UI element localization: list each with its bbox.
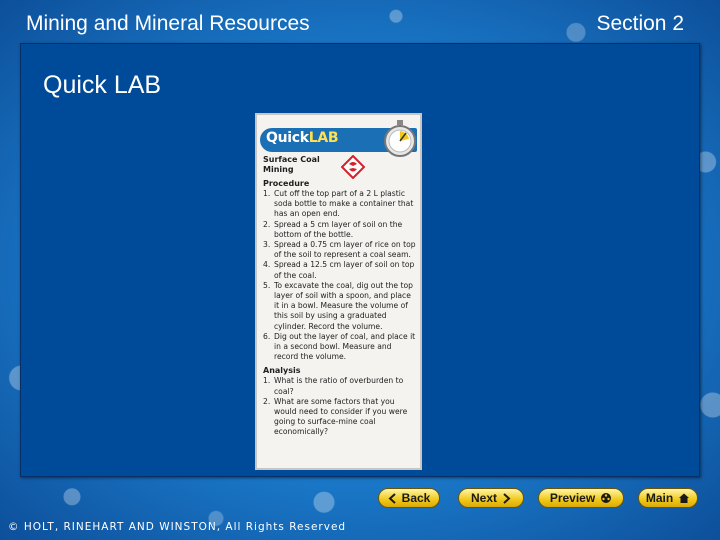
banner-lab-text: LAB: [308, 130, 339, 146]
back-label: Back: [401, 491, 431, 505]
analysis-step: 2. What are some factors that you would need to consider if you were going to surface-mine coal economically?: [263, 396, 408, 437]
analysis-list: [263, 376, 418, 437]
main-button[interactable]: [638, 488, 698, 508]
procedure-heading: Procedure: [263, 179, 310, 188]
procedure-step: 3. Spread a 0.75 cm layer of rice on top of the soil to represent a coal seam.: [263, 240, 416, 260]
panel-heading: Quick LAB: [43, 71, 162, 99]
quick-lab-card: [255, 113, 422, 470]
procedure-step: 1. Cut off the top part of a 2 L plastic soda bottle to make a container that has an open end.: [263, 189, 414, 219]
film-reel-icon: [600, 492, 612, 504]
procedure-step: 5. To excavate the coal, dig out the top layer of soil with a spoon, and place it in a bowl. Measure the volume of this soil by using a graduated cylinder. Record the volume.: [263, 280, 413, 331]
procedure-list: [263, 189, 418, 362]
preview-button[interactable]: [538, 488, 624, 508]
lab-body: [263, 155, 418, 438]
chevron-left-icon: [388, 493, 397, 504]
home-icon: [678, 492, 690, 504]
copyright-footer: © HOLT, RINEHART AND WINSTON, All Rights Reserved: [8, 521, 347, 533]
safety-symbol-icon: [341, 155, 365, 179]
procedure-step: 6. Dig out the layer of coal, and place it in a second bowl. Measure and record the volume.: [263, 331, 416, 362]
stopwatch-icon: [382, 119, 418, 159]
main-label: Main: [645, 491, 674, 505]
next-button[interactable]: [458, 488, 524, 508]
section-label: Section 2: [596, 12, 684, 35]
banner-quick-text: Quick: [266, 130, 309, 146]
analysis-heading: Analysis: [263, 366, 301, 376]
procedure-step: 4. Spread a 12.5 cm layer of soil on top of the coal.: [263, 260, 415, 280]
quick-lab-banner-text: [266, 130, 338, 146]
next-label: Next: [470, 491, 497, 505]
content-panel: [20, 43, 700, 477]
procedure-step: 2. Spread a 5 cm layer of soil on the bottom of the bottle.: [263, 219, 403, 239]
back-button[interactable]: [378, 488, 440, 508]
preview-label: Preview: [549, 491, 596, 505]
header-title: Mining and Mineral Resources: [26, 12, 310, 35]
chevron-right-icon: [502, 493, 511, 504]
analysis-step: 1. What is the ratio of overburden to coal?: [263, 376, 404, 396]
lab-subtitle: Surface Coal Mining: [263, 155, 320, 174]
